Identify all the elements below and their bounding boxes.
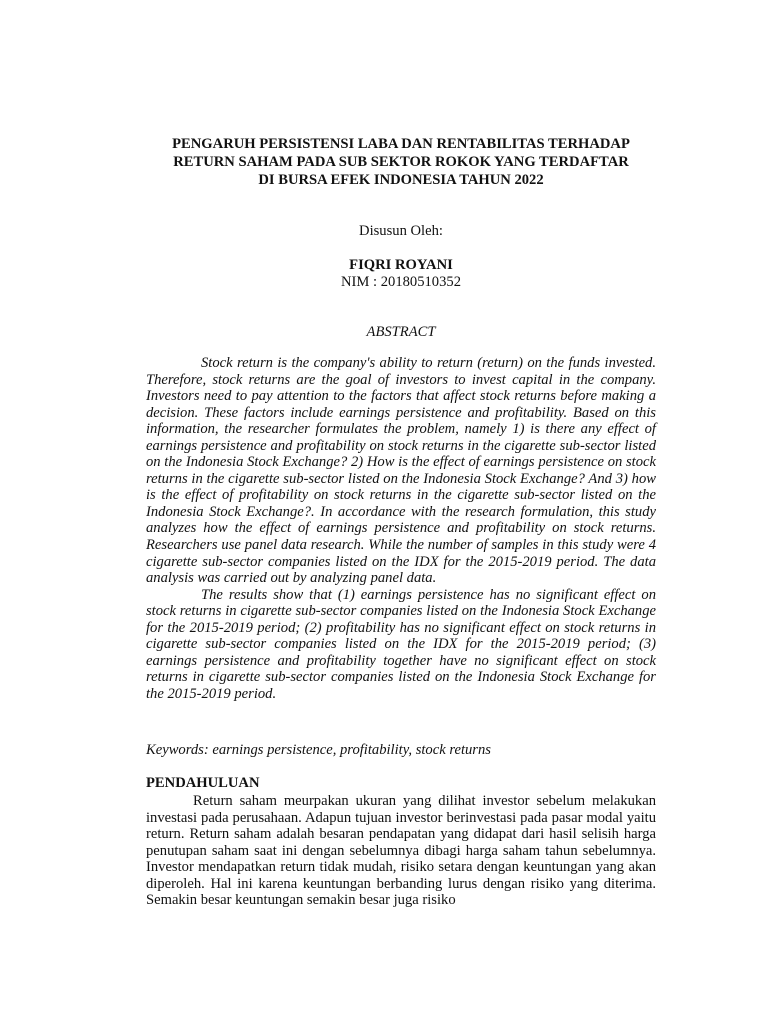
section-heading: PENDAHULUAN bbox=[146, 775, 260, 791]
section-paragraph: Return saham meurpakan ukuran yang dilihat investor sebelum melakukan investasi pada perusahaan. Adapun tujuan investor berinvestasi pada pasar modal yaitu return. Return saham adalah besaran pendapatan yang didapat dari hasil selisih harga penutupan saham saat ini dengan sebelumnya dibagi harga saham tahun sebelumnya. Investor mendapatkan return tidak mudah, risiko setara dengan keuntungan yang akan diperoleh. Hal ini karena keuntungan berbanding lurus dengan risiko yang diterima. Semakin besar keuntungan semakin besar juga risiko bbox=[146, 793, 656, 909]
section-body bbox=[146, 793, 656, 909]
prepared-by-label: Disusun Oleh: bbox=[359, 223, 443, 239]
title-line-1: PENGARUH PERSISTENSI LABA DAN RENTABILITAS TERHADAP bbox=[172, 136, 630, 152]
keywords-line: Keywords: earnings persistence, profitability, stock returns bbox=[146, 742, 491, 758]
abstract-body bbox=[146, 355, 656, 702]
title-line-2: RETURN SAHAM PADA SUB SEKTOR ROKOK YANG TERDAFTAR bbox=[173, 154, 629, 170]
student-id: NIM : 20180510352 bbox=[341, 274, 461, 290]
title-line-3: DI BURSA EFEK INDONESIA TAHUN 2022 bbox=[258, 172, 544, 188]
abstract-paragraph-1: Stock return is the company's ability to return (return) on the funds invested. Therefore, stock returns are the goal of investors to invest capital in the company. Investors need to pay attention to the factors that affect stock returns before making a decision. These factors include earnings persistence and profitability. Based on this information, the researcher formulates the problem, namely 1) is there any effect of earnings persistence and profitability on stock returns in the cigarette sub-sector listed on the Indonesia Stock Exchange? 2) How is the effect of earnings persistence on stock returns in the cigarette sub-sector listed on the Indonesia Stock Exchange? And 3) how is the effect of profitability on stock returns in the cigarette sub-sector listed on the Indonesia Stock Exchange?. In accordance with the research formulation, this study analyzes how the effect of earnings persistence and profitability on stock returns. Researchers use panel data research. While the number of samples in this study were 4 cigarette sub-sector companies listed on the IDX for the 2015-2019 period. The data analysis was carried out by analyzing panel data. bbox=[146, 355, 656, 587]
paper-title bbox=[146, 135, 656, 189]
author-name: FIQRI ROYANI bbox=[349, 257, 453, 273]
abstract-paragraph-2: The results show that (1) earnings persistence has no significant effect on stock returns in cigarette sub-sector companies listed on the Indonesia Stock Exchange for the 2015-2019 period; (2) profitability has no significant effect on stock returns in cigarette sub-sector companies listed on the IDX for the 2015-2019 period; (3) earnings persistence and profitability together have no significant effect on stock returns in cigarette sub-sector companies listed on the Indonesia Stock Exchange for the 2015-2019 period. bbox=[146, 586, 656, 702]
abstract-heading: ABSTRACT bbox=[366, 324, 436, 340]
